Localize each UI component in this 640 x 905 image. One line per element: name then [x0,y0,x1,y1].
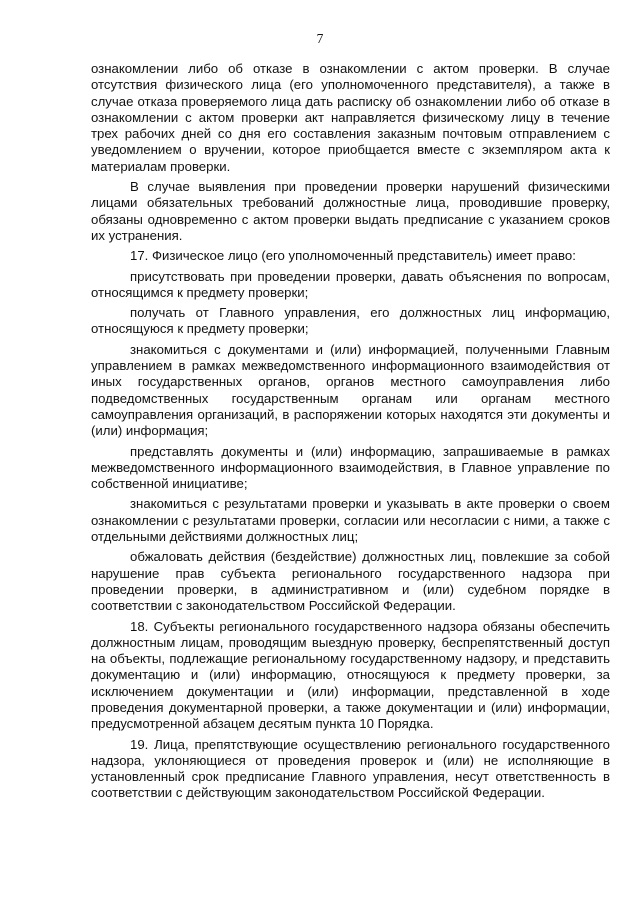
paragraph-item-17: 17. Физическое лицо (его уполномоченный представитель) имеет право: [130,248,576,264]
paragraph-item-18: 18. Субъекты регионального государственного надзора обязаны обеспечить должностным лицам, проводящим выездную проверку, беспрепятственный доступ на объекты, подлежащие региональному государственному надзору, и представить документацию и (или) информацию, относящуюся к предмету проверки, за исключением документации и (или) информации, представленной в ходе проведения документарной проверки, а также документации и (или) информации, предусмотренной абзацем десятым пункта 10 Порядка. [91,618,610,732]
paragraph-right-review-results: знакомиться с результатами проверки и указывать в акте проверки о своем ознакомлении с результатами проверки, согласии или несогласии с ними, а также с отдельными действиями должностных лиц; [91,496,610,545]
paragraph-right-submit-documents: представлять документы и (или) информацию, запрашиваемые в рамках межведомственного информационного взаимодействия, в Главное управление по собственной инициативе; [91,443,610,492]
page-number: 7 [316,31,324,46]
paragraph-right-appeal: обжаловать действия (бездействие) должностных лиц, повлекшие за собой нарушение прав субъекта регионального государственного надзора при проведении проверки, в административном и (или) судебном порядке в соответствии с законодательством Российской Федерации. [91,549,610,614]
document-body [91,61,610,802]
paragraph-right-review-documents: знакомиться с документами и (или) информацией, полученными Главным управлением в рамках межведомственного информационного взаимодействия от иных государственных органов, органов местного самоуправления либо подведомственных государственным органам или органам местного самоуправления организаций, в распоряжении которых находятся эти документы и (или) информация; [91,341,610,439]
paragraph-item-19: 19. Лица, препятствующие осуществлению регионального государственного надзора, уклоняющиеся от проведения проверок и (или) не исполняющие в установленный срок предписание Главного управления, несут ответственность в соответствии с действующим законодательством Российской Федерации. [91,736,610,801]
paragraph-act-familiarization: ознакомлении либо об отказе в ознакомлении с актом проверки. В случае отсутствия физического лица (его уполномоченного представителя), а также в случае отказа проверяемого лица дать расписку об ознакомлении либо об отказе в ознакомлении с актом проверки акт направляется физическому лицу в течение трех рабочих дней со дня его составления заказным почтовым отправлением с уведомлением о вручении, которое приобщается вместе с экземпляром акта к материалам проверки. [91,61,610,174]
paragraph-right-attend: присутствовать при проведении проверки, давать объяснения по вопросам, относящимся к предмету проверки; [91,268,610,300]
paragraph-right-receive-info: получать от Главного управления, его должностных лиц информацию, относящуюся к предмету проверки; [91,305,610,337]
paragraph-violations-order: В случае выявления при проведении проверки нарушений физическими лицами обязательных требований должностные лица, проводившие проверку, обязаны одновременно с актом проверки выдать предписание с указанием сроков их устранения. [91,179,610,243]
